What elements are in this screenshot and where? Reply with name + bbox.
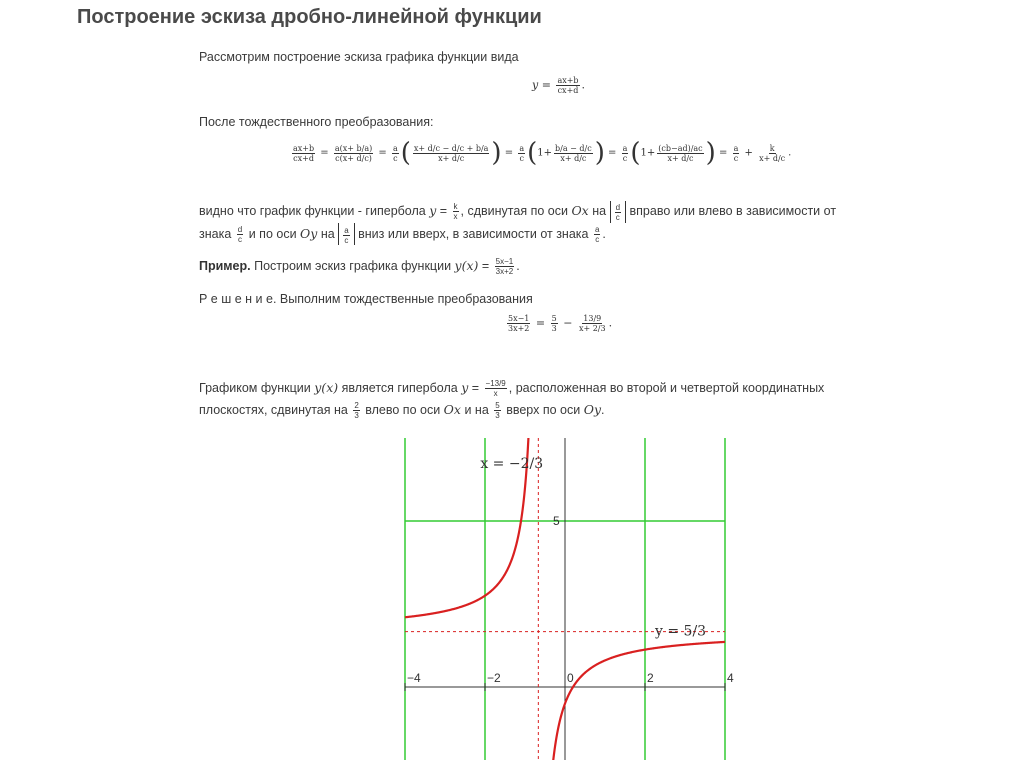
intro-text: Рассмотрим построение эскиза графика функции вида xyxy=(199,50,519,64)
transform-intro: После тождественного преобразования: xyxy=(199,115,434,129)
page-title: Построение эскиза дробно-линейной функции xyxy=(77,6,542,28)
solution-text: Р е ш е н и е. Выполним тождественные преобразования xyxy=(199,292,533,306)
conclusion-text: Графиком функции y(x) является гипербола y = $\frac{-13/9}{x}$ , расположенная во второй и четвертой координатных плоскостях, сдвинутая на $\frac{2}{3}$ влево по оси Ox и на $\frac{5}{3}$ вверх по оси Oy. xyxy=(199,379,825,421)
horizontal-asymptote-label: y = 5/3 xyxy=(655,623,707,640)
x-tick-label: −4 xyxy=(407,670,421,685)
vertical-asymptote-label: x = −2/3 xyxy=(480,456,544,472)
curve-right-branch xyxy=(550,642,725,760)
x-tick-label: −2 xyxy=(487,670,501,685)
y-tick-label: 5 xyxy=(553,513,560,528)
x-tick-label: 2 xyxy=(647,670,654,685)
formula-general: y = $\frac{ax+b}{cx+d}$ . xyxy=(532,76,586,95)
formula-example-transform: $\frac{5x-1}{3x+2}$ = $\frac{5}{3}$ − $\frac{13/9}{x+ 2/3}$ . xyxy=(508,314,613,333)
hyperbola-graph xyxy=(395,438,735,760)
hyperbola-explanation: видно что график функции - гипербола y = $\frac{k}{x}$ , сдвинутая по оси Ox на $\frac{d}{c}$ вправо или влево в зависимости от знака $\frac{d}{c}$ и по оси Oy на $\frac{a}{c}$ вниз или вверх, в зависимости от знака $\frac{a}{c}$ . xyxy=(199,202,837,245)
x-tick-label: 4 xyxy=(727,670,734,685)
example-text: Пример. Построим эскиз графика функции y(x) = $\frac{5x-1}{3x+2}$ . xyxy=(199,257,520,277)
x-tick-label: 0 xyxy=(567,670,574,685)
formula-transform: $\frac{ax+b}{cx+d}$ = $\frac{a(x+ b/a)}{c(x+ d/c)}$ = $\frac{a}{c}$ ( $\frac{x+ d/c - d/c + b/a}{x+ d/c}$ ) = $\frac{a}{c}$ (1+ $\frac{b/a - d/c}{x+ d/c}$ ) = $\frac{a}{c}$ (1+ $\frac{(cb-ad)/ac}{x+ d/c}$ ) = $\frac{a}{c}$ + $\frac{k}{x+ d/c}$ . xyxy=(293,138,792,168)
